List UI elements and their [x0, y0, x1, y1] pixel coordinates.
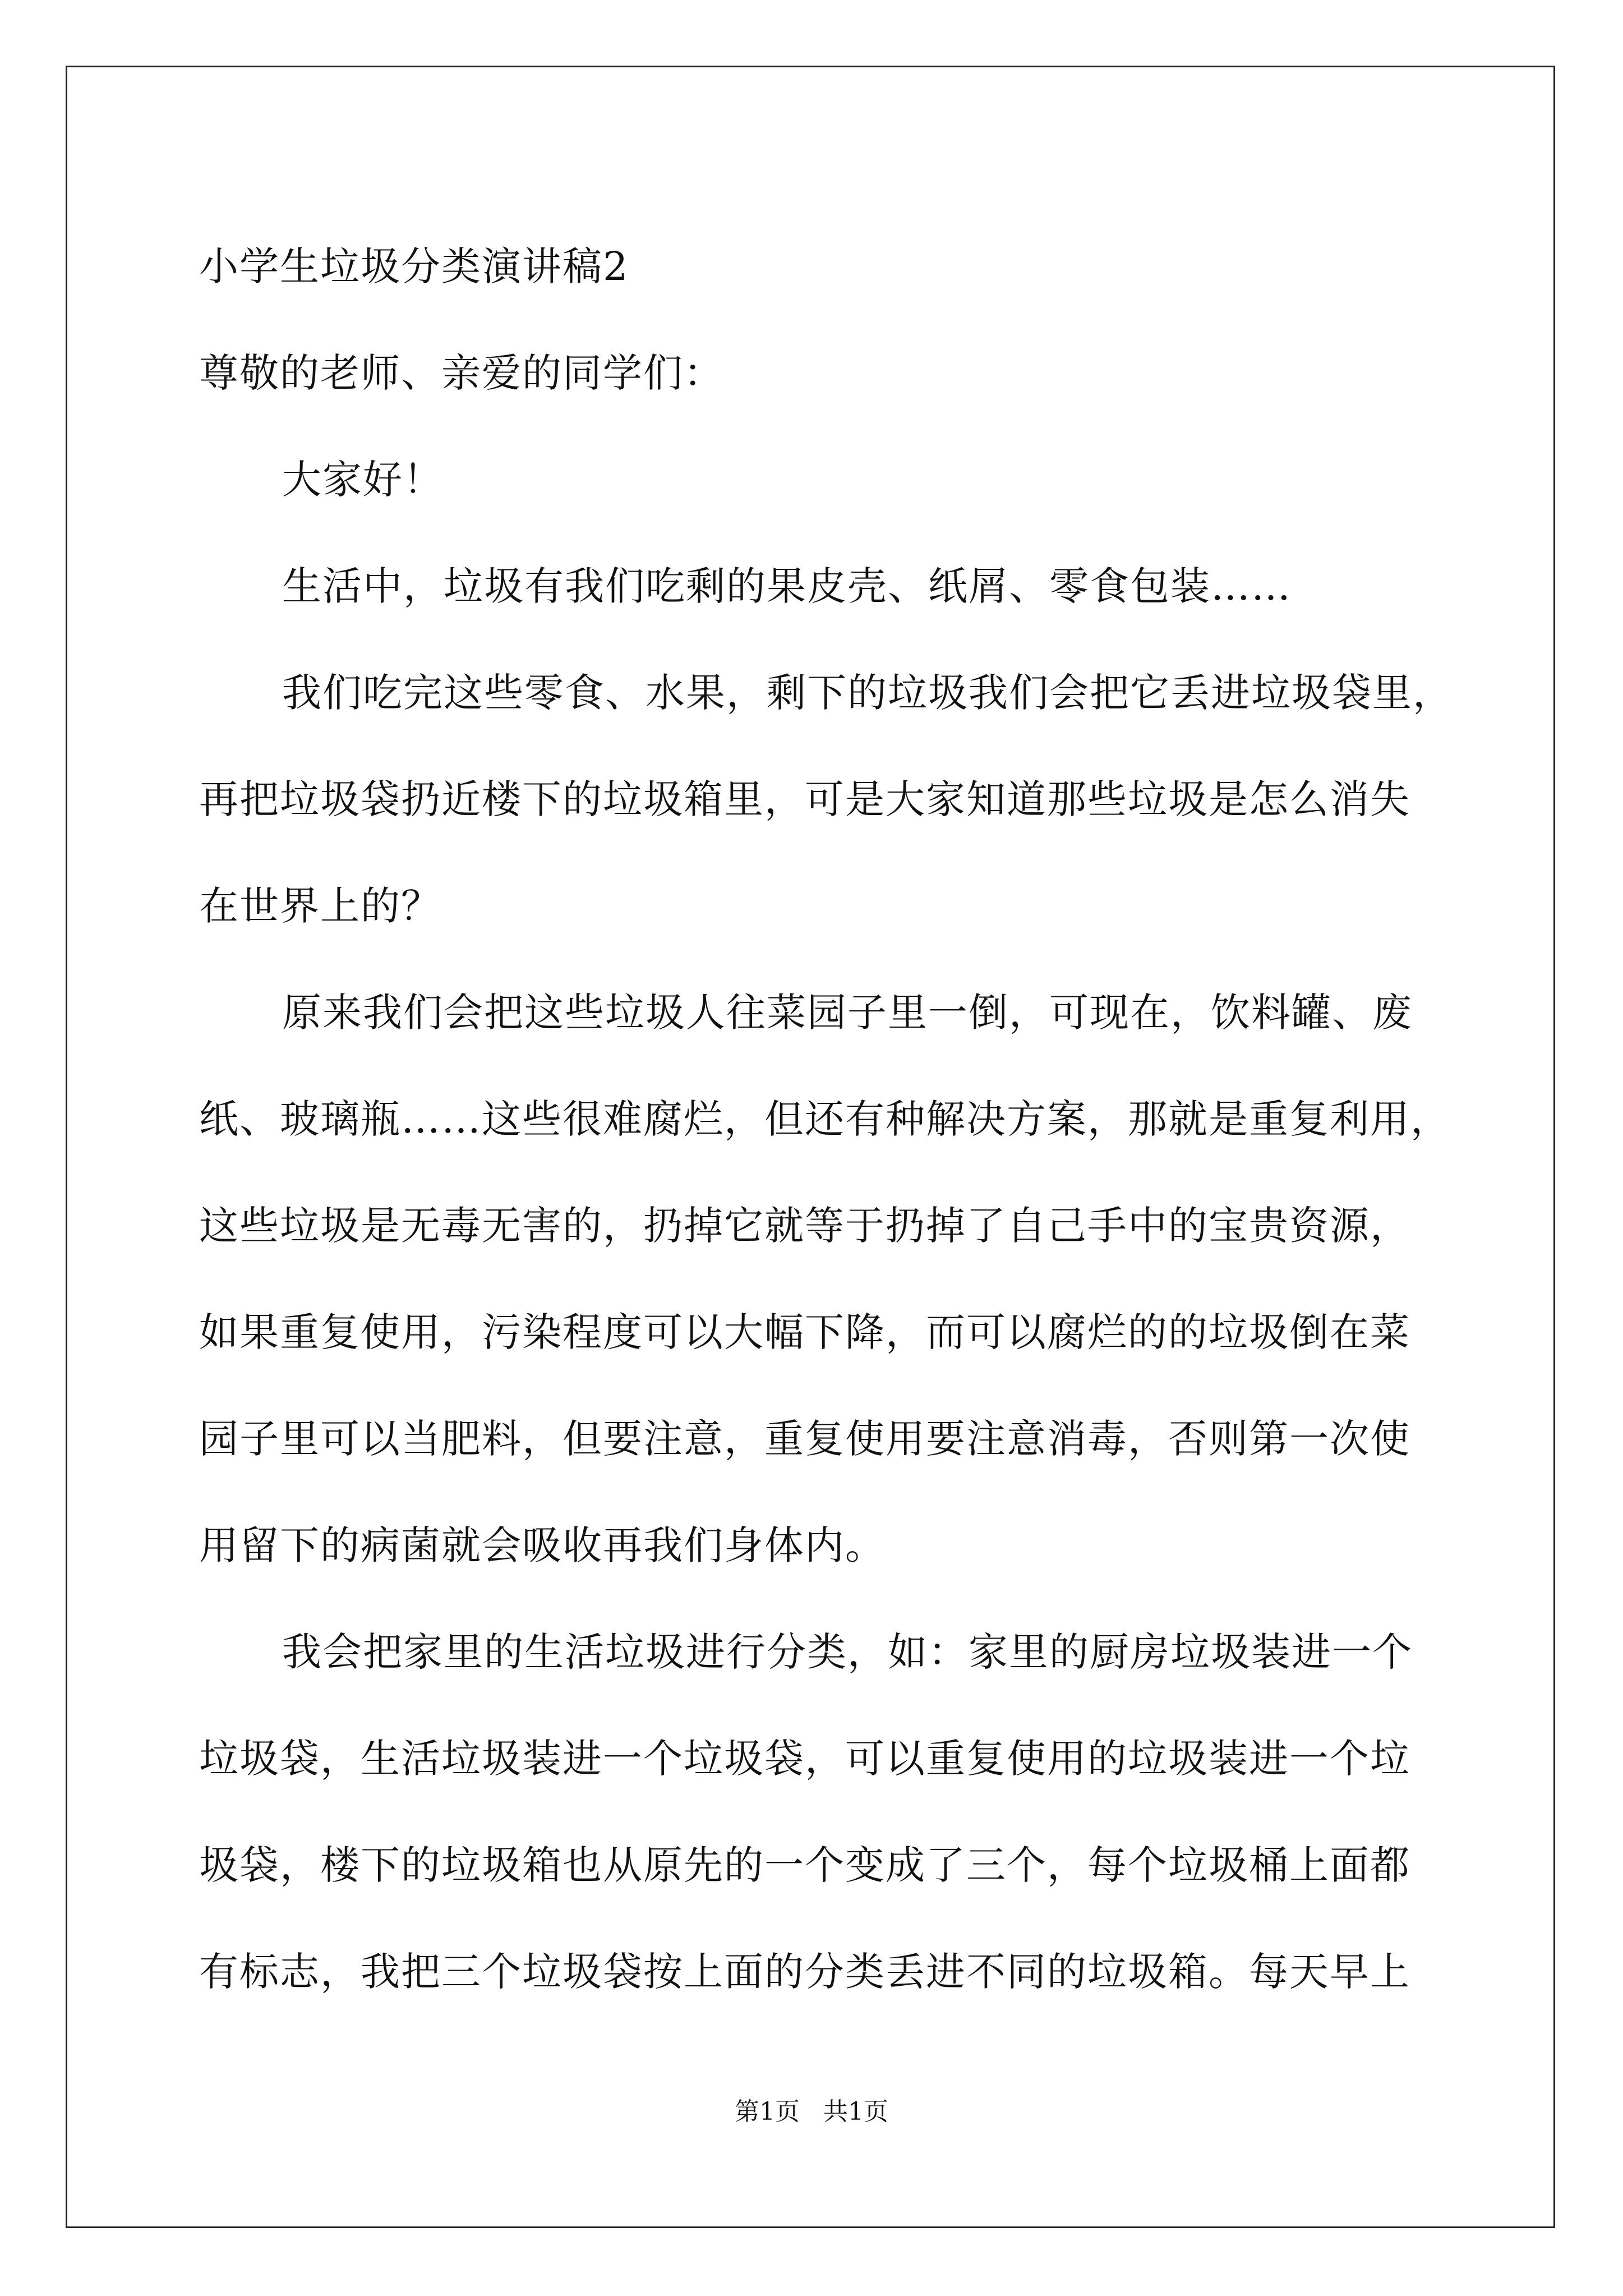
document-title: 小学生垃圾分类演讲稿2: [199, 243, 629, 289]
text-line: 我会把家里的生活垃圾进行分类，如：家里的厨房垃圾装进一个: [282, 1629, 1413, 1675]
text-line: 尊敬的老师、亲爱的同学们：: [199, 350, 724, 396]
text-line: 这些垃圾是无毒无害的，扔掉它就等于扔掉了自己手中的宝贵资源，: [199, 1203, 1410, 1249]
text-line: 原来我们会把这些垃圾人往菜园子里一倒，可现在，饮料罐、废: [282, 990, 1413, 1036]
text-line: 生活中，垃圾有我们吃剩的果皮壳、纸屑、零食包装……: [282, 563, 1292, 609]
text-line: 有标志，我把三个垃圾袋按上面的分类丢进不同的垃圾箱。每天早上: [199, 1949, 1410, 1995]
page-footer: [0, 2095, 1623, 2129]
text-line: 大家好！: [282, 457, 444, 503]
document-body: [199, 213, 1453, 2025]
text-line: 用留下的病菌就会吸收再我们身体内。: [199, 1522, 886, 1568]
text-line: 如果重复使用，污染程度可以大幅下降，而可以腐烂的的垃圾倒在菜: [199, 1309, 1410, 1355]
page-number: 第1页: [735, 2097, 800, 2126]
text-line: 再把垃圾袋扔近楼下的垃圾箱里，可是大家知道那些垃圾是怎么消失: [199, 776, 1410, 822]
text-line: 纸、玻璃瓶……这些很难腐烂，但还有种解决方案，那就是重复利用，: [199, 1096, 1451, 1142]
text-line: 圾袋，楼下的垃圾箱也从原先的一个变成了三个，每个垃圾桶上面都: [199, 1842, 1410, 1888]
text-line: 垃圾袋，生活垃圾装进一个垃圾袋，可以重复使用的垃圾装进一个垃: [199, 1736, 1410, 1782]
text-line: 在世界上的？: [199, 883, 441, 929]
page-total: 共1页: [823, 2097, 888, 2126]
text-line: 园子里可以当肥料，但要注意，重复使用要注意消毒，否则第一次使: [199, 1416, 1410, 1462]
text-line: 我们吃完这些零食、水果，剩下的垃圾我们会把它丢进垃圾袋里，: [282, 670, 1453, 716]
